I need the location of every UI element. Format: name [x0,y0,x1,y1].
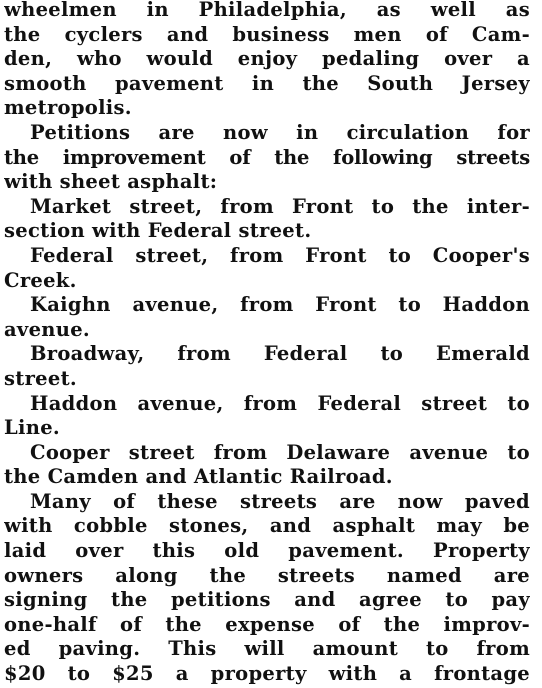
article-line: one-half of the expense of the improv- [4,612,530,636]
street-list-item: Haddon avenue, from Federal street to [30,391,530,415]
street-list-item: Broadway, from Federal to Emerald [30,342,530,366]
article-line: metropolis. [4,96,132,120]
article-line: den, who would enjoy pedaling over a [4,47,530,71]
article-line: ed paving. This will amount to from [4,637,530,661]
street-list-item-continuation: the Camden and Atlantic Railroad. [4,465,393,489]
article-line: laid over this old pavement. Property [4,539,530,563]
street-list-item-continuation: street. [4,366,77,390]
street-list-item: Federal street, from Front to Cooper's [30,243,530,267]
newspaper-article-column [4,0,530,687]
street-list-item: Market street, from Front to the inter- [30,194,530,218]
street-list-item-continuation: section with Federal street. [4,219,312,243]
article-line: smooth pavement in the South Jersey [4,71,530,95]
article-line: the improvement of the following streets [4,145,530,169]
article-line: with cobble stones, and asphalt may be [4,514,530,538]
street-list-item: Kaighn avenue, from Front to Haddon [30,293,530,317]
article-line: with sheet asphalt: [4,170,218,194]
article-line: signing the petitions and agree to pay [4,588,530,612]
street-list-item-continuation: Line. [4,416,60,440]
article-line: $20 to $25 a property with a frontage [4,662,530,686]
article-line: the cyclers and business men of Cam- [4,22,530,46]
street-list-item-continuation: avenue. [4,317,91,341]
article-paragraph-start: Many of these streets are now paved [30,489,530,513]
street-list-item: Cooper street from Delaware avenue to [30,440,530,464]
article-line: owners along the streets named are [4,563,530,587]
street-list-item-continuation: Creek. [4,268,77,292]
article-paragraph-start: Petitions are now in circulation for [30,120,530,144]
article-line: wheelmen in Philadelphia, as well as [4,0,530,21]
